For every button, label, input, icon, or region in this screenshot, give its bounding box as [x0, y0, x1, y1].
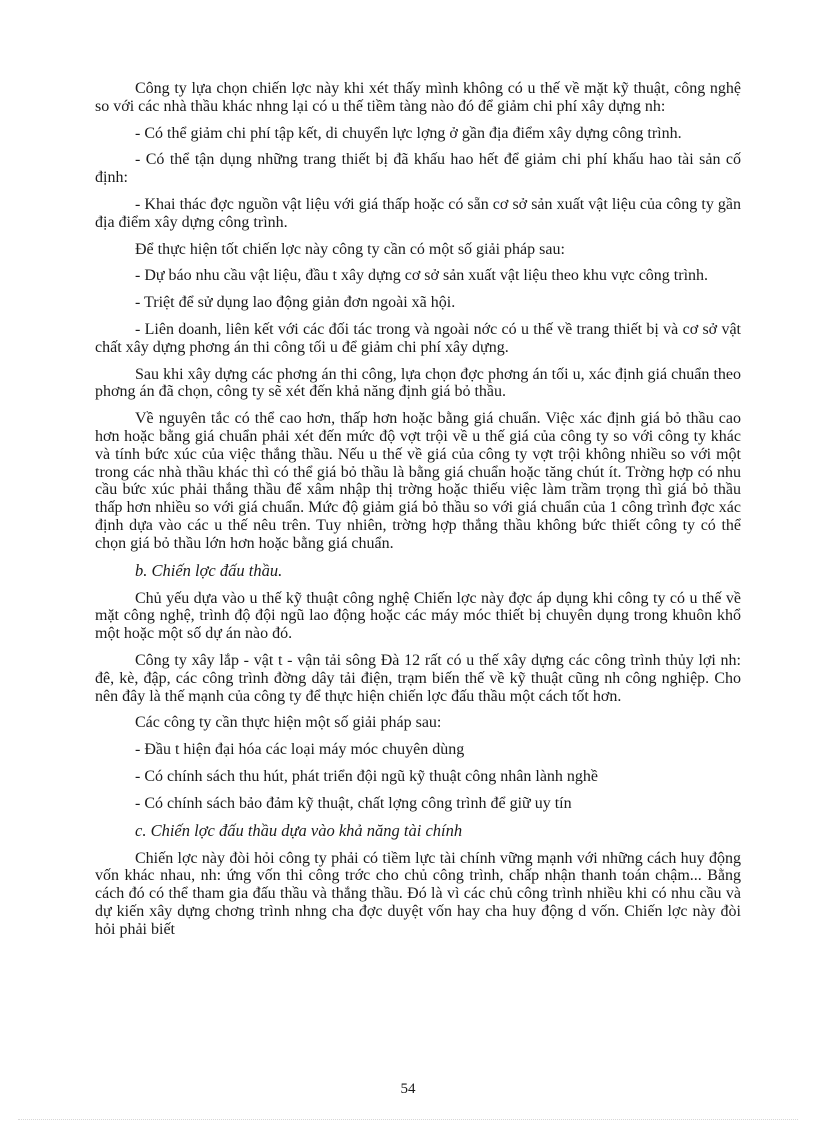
paragraph: Sau khi xây dựng các phơng án thi công, lựa chọn đợc phơng án tối u, xác định giá chuẩn theo phơng án đã chọn, công ty sẽ xét đến khả năng định giá bỏ thầu.	[95, 365, 741, 401]
paragraph: Chủ yếu dựa vào u thế kỹ thuật công nghệ Chiến lợc này đợc áp dụng khi công ty có u thế về mặt công nghệ, trình độ đội ngũ lao động hoặc các máy móc thiết bị chuyên dụng trong khuôn khổ một hoặc một số dự án nào đó.	[95, 589, 741, 643]
bullet-item: - Đầu t hiện đại hóa các loại máy móc chuyên dùng	[135, 741, 465, 759]
section-heading-c: c. Chiến lợc đấu thầu dựa vào khả năng tài chính	[135, 820, 463, 840]
bullet-item: - Có thể giảm chi phí tập kết, di chuyển lực lợng ở gần địa điểm xây dựng công trình.	[135, 124, 682, 142]
bullet-item: - Có chính sách bảo đảm kỹ thuật, chất lợng công trình để giữ uy tín	[135, 794, 572, 812]
bullet-item: - Liên doanh, liên kết với các đối tác trong và ngoài nớc có u thế về trang thiết bị và cơ sở vật chất xây dựng phơng án thi công tối u để giảm chi phí xây dựng.	[95, 320, 741, 356]
paragraph: Các công ty cần thực hiện một số giải pháp sau:	[135, 714, 442, 732]
paragraph-intro: Công ty lựa chọn chiến lợc này khi xét thấy mình không có u thế về mặt kỹ thuật, công nghệ so với các nhà thầu khác nhng lại có u thế tiềm tàng nào đó để giảm chi phí xây dựng nh:	[95, 80, 741, 115]
bullet-item: - Khai thác đợc nguồn vật liệu với giá thấp hoặc có sẵn cơ sở sản xuất vật liệu của công ty gần địa điểm xây dựng công trình.	[95, 195, 741, 231]
paragraph: Chiến lợc này đòi hỏi công ty phải có tiềm lực tài chính vững mạnh với những cách huy động vốn khác nhau, nh: ứng vốn thi công trớc cho chủ công trình, chấp nhận thanh toán chậm... Bằng cách đó có thể tham gia đấu thầu và thắng thầu. Đó là vì các chủ công trình nhiều khi có nhu cầu và dự kiến xây dựng chơng trình nhng cha đợc duyệt vốn hay cha huy động d vốn. Chiến lợc này đòi hỏi phải biết	[95, 849, 741, 938]
paragraph-solutions-intro: Để thực hiện tốt chiến lợc này công ty cần có một số giải pháp sau:	[135, 240, 565, 258]
paragraph: Công ty xây lắp - vật t - vận tải sông Đà 12 rất có u thế xây dựng các công trình thủy lợi nh: đê, kè, đập, các công trình đờng dây tải điện, trạm biến thế về kỹ thuật cũng nh công nghiệp. Cho nên đây là thế mạnh của công ty để thực hiện chiến lợc đấu thầu một cách tốt hơn.	[95, 651, 741, 705]
page-number: 54	[400, 1081, 416, 1097]
page-bottom-border	[18, 1119, 798, 1120]
page-body	[95, 80, 741, 947]
bullet-item: - Dự báo nhu cầu vật liệu, đầu t xây dựng cơ sở sản xuất vật liệu theo khu vực công trình.	[135, 267, 709, 285]
bullet-item: - Triệt để sử dụng lao động giản đơn ngoài xã hội.	[135, 294, 456, 312]
bullet-item: - Có chính sách thu hút, phát triển đội ngũ kỹ thuật công nhân lành nghề	[135, 767, 599, 785]
paragraph: Về nguyên tắc có thể cao hơn, thấp hơn hoặc bằng giá chuẩn. Việc xác định giá bỏ thầu cao hơn hoặc bằng giá chuẩn phải xét đến mức độ vợt trội về u thế giá của công ty so với công ty khác và tính bức xúc của việc thắng thầu. Nếu u thế về giá của công ty vợt trội không nhiều so với một trong các nhà thầu khác thì có thể giá bỏ thầu là bằng giá chuẩn hoặc tăng chút ít. Trờng hợp có nhu cầu bức xúc phải thắng thầu để xâm nhập thị trờng hoặc thiếu việc làm trầm trọng thì giá bỏ thầu thấp hơn nhiều so với giá chuẩn. Mức độ giảm giá bỏ thầu so với giá chuẩn của 1 công trình đợc xác định dựa vào các u thế nêu trên. Tuy nhiên, trờng hợp thắng thầu không bức thiết công ty có thể chọn giá bỏ thầu lớn hơn hoặc bằng giá chuẩn.	[95, 410, 741, 552]
section-heading-b: b. Chiến lợc đấu thầu.	[135, 560, 283, 580]
bullet-item: - Có thể tận dụng những trang thiết bị đã khấu hao hết để giảm chi phí khấu hao tài sản cố định:	[95, 151, 741, 187]
